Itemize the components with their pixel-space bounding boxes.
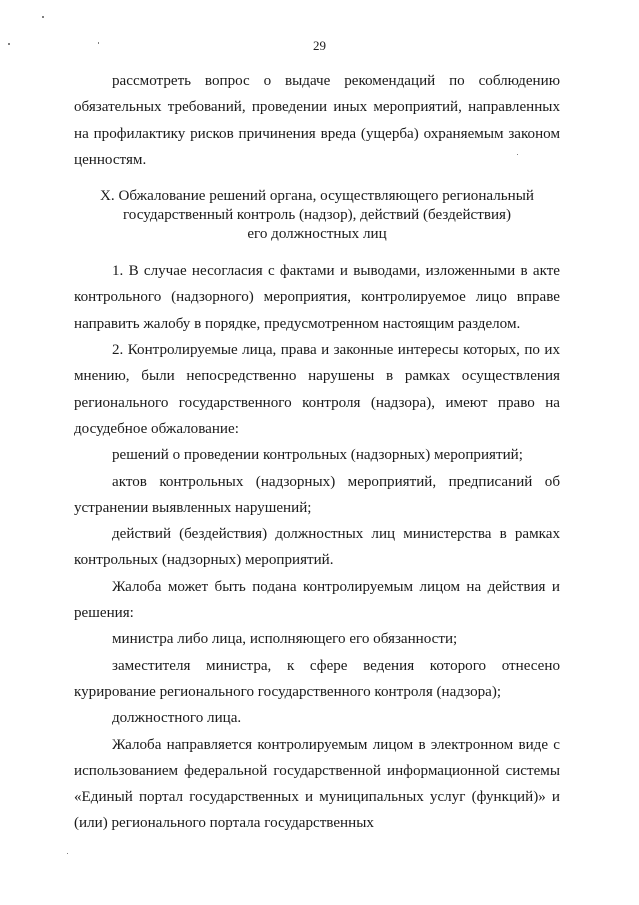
scan-speck	[42, 16, 44, 18]
scan-speck	[67, 853, 68, 854]
list-item: министра либо лица, исполняющего его обязанности;	[112, 631, 458, 648]
document-body	[74, 68, 560, 837]
list-item: должностного лица.	[112, 710, 242, 727]
section-heading-line: его должностных лиц	[247, 226, 387, 243]
page-number: 29	[313, 38, 326, 53]
list-item: актов контрольных (надзорных) мероприятий, предписаний об устранении выявленных нарушений;	[74, 473, 560, 516]
list-item: решений о проведении контрольных (надзорных) мероприятий;	[112, 447, 523, 464]
paragraph-4: Жалоба направляется контролируемым лицом в электронном виде с использованием федеральной государственной информационной системы «Единый портал государственных и муниципальных услуг (функций)» и (или) регионального портала государственных	[74, 736, 560, 832]
section-heading-line: государственный контроль (надзор), действий (бездействия)	[122, 207, 511, 224]
paragraph-1: 1. В случае несогласия с фактами и выводами, изложенными в акте контрольного (надзорного) мероприятия, контролируемое лицо вправе направить жалобу в порядке, предусмотренном настоящим разделом.	[74, 263, 560, 332]
section-heading	[74, 187, 560, 244]
section-heading-line: X. Обжалование решений органа, осуществляющего региональный	[100, 188, 534, 205]
paragraph-2: 2. Контролируемые лица, права и законные интересы которых, по их мнению, были непосредственно нарушены в рамках осуществления регионального государственного контроля (надзора), имеют право на досудебное обжалование:	[74, 342, 560, 437]
paragraph-3: Жалоба может быть подана контролируемым лицом на действия и решения:	[74, 578, 560, 622]
intro-paragraph: рассмотреть вопрос о выдаче рекомендаций по соблюдению обязательных требований, проведении иных мероприятий, направленных на профилактику рисков причинения вреда (ущерба) охраняемым законом ценностям.	[74, 73, 560, 168]
list-item: действий (бездействия) должностных лиц министерства в рамках контрольных (надзорных) мероприятий.	[74, 526, 560, 569]
list-item: заместителя министра, к сфере ведения которого отнесено курирование регионального государственного контроля (надзора);	[74, 657, 560, 700]
